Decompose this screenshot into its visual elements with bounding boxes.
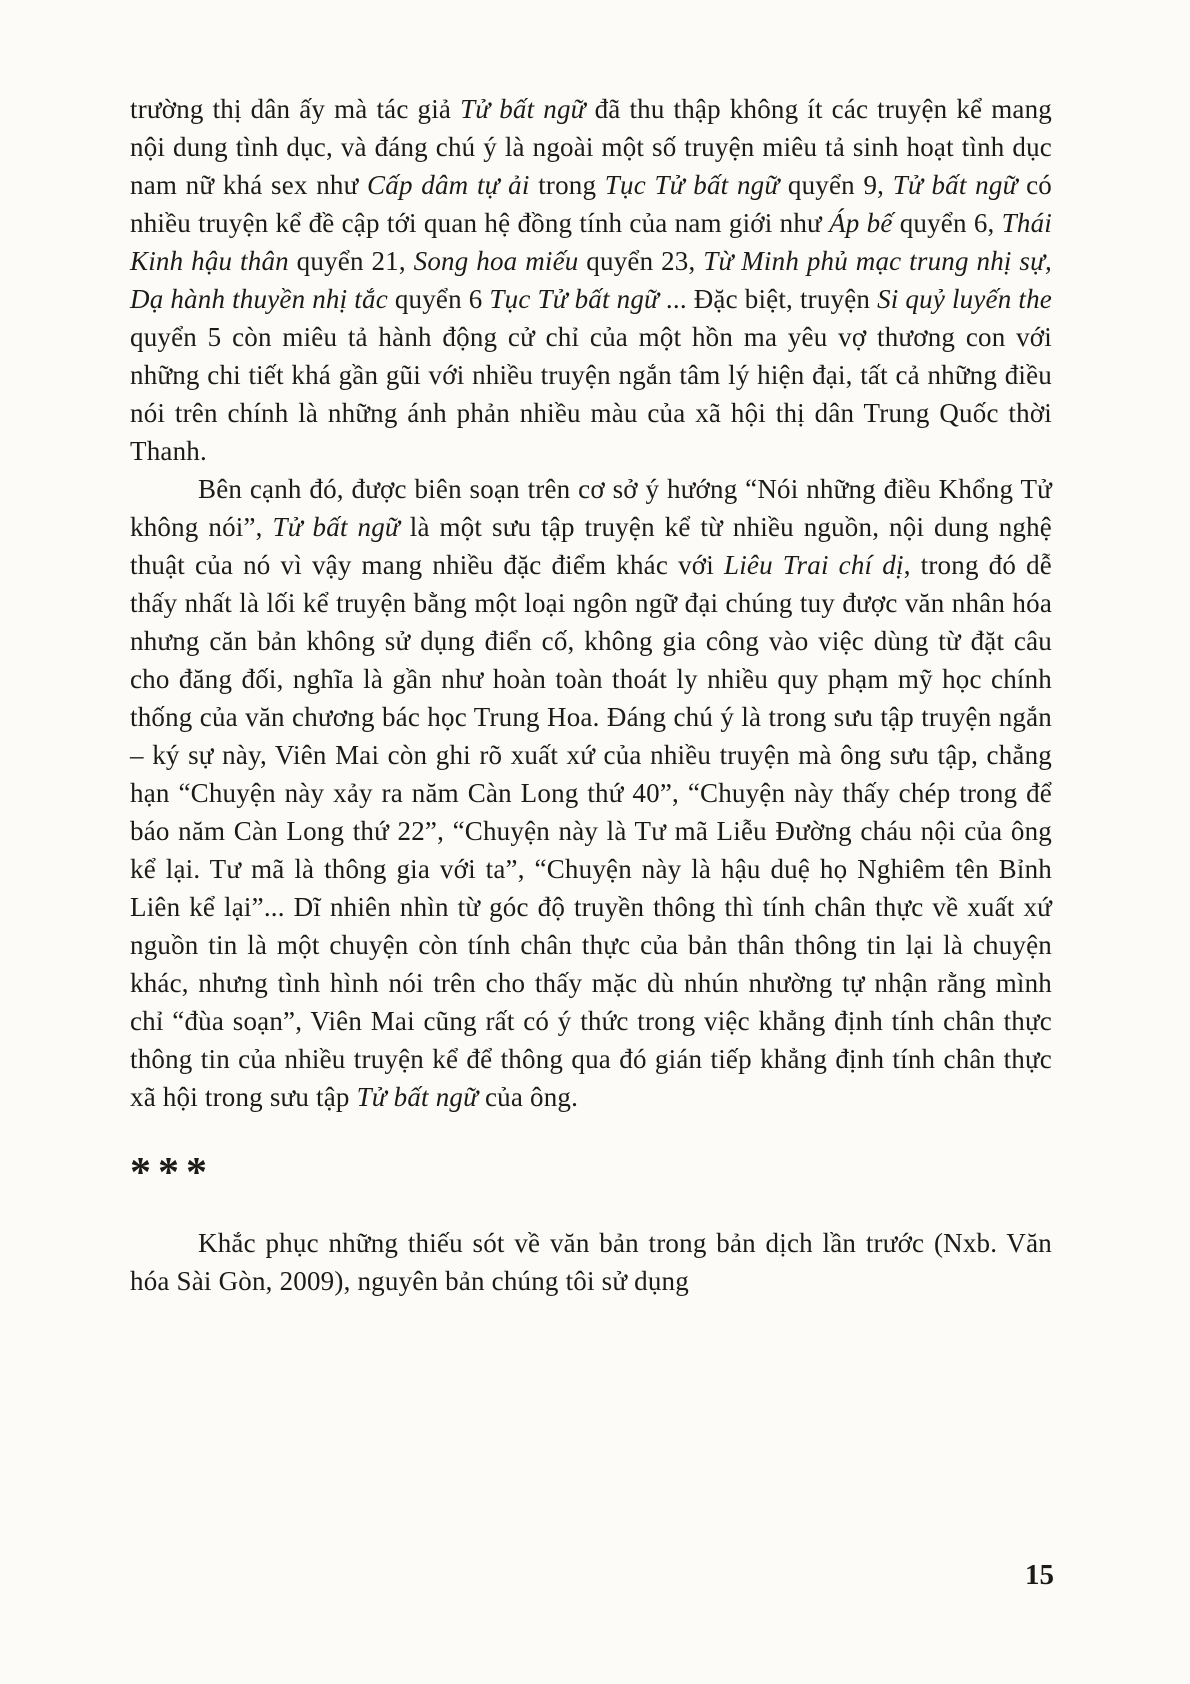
body-text: có nhiều truyện kể đề cập tới quan hệ đồng tính của nam giới như [130,170,1053,238]
body-text: , trong đó dễ thấy nhất là lối kể truyện bằng một loại ngôn ngữ đại chúng tuy được văn nhân hóa nhưng căn bản không sử dụng điển cố, không gia công vào việc dùng từ đặt câu cho đăng đối, nghĩa là gần như hoàn toàn thoát ly nhiều quy phạm mỹ học chính thống của văn chương bác học Trung Hoa. Đáng chú ý là trong sưu tập truyện ngắn – ký sự này, Viên Mai còn ghi rõ xuất xứ của nhiều truyện mà ông sưu tập, chẳng hạn “Chuyện này xảy ra năm Càn Long thứ 40”, “Chuyện này thấy chép trong để báo năm Càn Long thứ 22”, “Chuyện này là Tư mã Liễu Đường cháu nội của ông kể lại. Tư mã là thông gia với ta”, “Chuyện này là hậu duệ họ Nghiêm tên Bỉnh Liên kể lại”... Dĩ nhiên nhìn từ góc độ truyền thông thì tính chân thực về xuất xứ nguồn tin là một chuyện còn tính chân thực của bản thân thông tin lại là chuyện khác, nhưng tình hình nói trên cho thấy mặc dù nhún nhường tự nhận rằng mình chỉ “đùa soạn”, Viên Mai cũng rất có ý thức trong việc khẳng định tính chân thực thông tin của nhiều truyện kể để thông qua đó gián tiếp khẳng định tính chân thực xã hội trong sưu tập [130,550,1052,1112]
body-text: quyển 9, [779,170,893,200]
body-text: quyển 6, [892,208,1002,238]
body-text: là một sưu tập truyện kể từ nhiều nguồn, nội dung nghệ thuật của nó vì vậy mang nhiều đặc điểm khác với [130,512,1052,580]
body-text: trong [529,170,605,200]
page-number: 15 [1025,1559,1054,1591]
book-title-text: Từ Minh phủ mạc trung nhị sự, Dạ hành thuyền nhị tắc [130,246,1053,314]
book-title-text: Tục Tử bất ngữ [489,284,659,314]
page-body [130,90,1052,1300]
book-title-text: Tử bất ngữ [892,170,1018,200]
book-title-text: Cấp dâm tự ải [367,170,530,200]
book-title-text: Liêu Trai chí dị [723,550,904,580]
body-text: đã thu thập không ít các truyện kể mang nội dung tình dục, và đáng chú ý là ngoài một số truyện miêu tả sinh hoạt tình dục nam nữ khá sex như [130,94,1052,200]
body-text: quyển 6 [387,284,490,314]
book-title-text: Si quỷ luyến the [877,284,1052,314]
paragraph-2 [130,470,1052,1116]
book-title-text: Tử bất ngữ [356,1082,479,1112]
body-text: quyển 23, [578,246,704,276]
book-title-text: Thái Kinh hậu thân [130,208,1052,276]
book-title-text: Song hoa miếu [413,246,579,276]
paragraph-1 [130,90,1052,470]
book-title-text: Áp bế [829,208,893,238]
body-text: trường thị dân ấy mà tác giả [130,94,461,124]
body-text: quyển 5 còn miêu tả hành động cử chỉ của một hồn ma yêu vợ thương con với những chi tiết khá gần gũi với nhiều truyện ngắn tâm lý hiện đại, tất cả những điều nói trên chính là những ánh phản nhiều màu của xã hội thị dân Trung Quốc thời Thanh. [130,322,1052,466]
paragraph-3 [130,1224,1052,1300]
body-text: Bên cạnh đó, được biên soạn trên cơ sở ý hướng “Nói những điều Khổng Tử không nói”, [130,474,1052,542]
book-title-text: Tử bất ngữ [460,94,586,124]
section-separator: *** [130,1150,214,1196]
body-text: Khắc phục những thiếu sót về văn bản trong bản dịch lần trước (Nxb. Văn hóa Sài Gòn, 2009), nguyên bản chúng tôi sử dụng [130,1228,1052,1296]
body-text: ... Đặc biệt, truyện [658,284,878,314]
book-title-text: Tục Tử bất ngữ [604,170,780,200]
body-text: quyển 21, [288,246,414,276]
body-text: của ông. [478,1082,579,1112]
book-title-text: Tử bất ngữ [272,512,400,542]
